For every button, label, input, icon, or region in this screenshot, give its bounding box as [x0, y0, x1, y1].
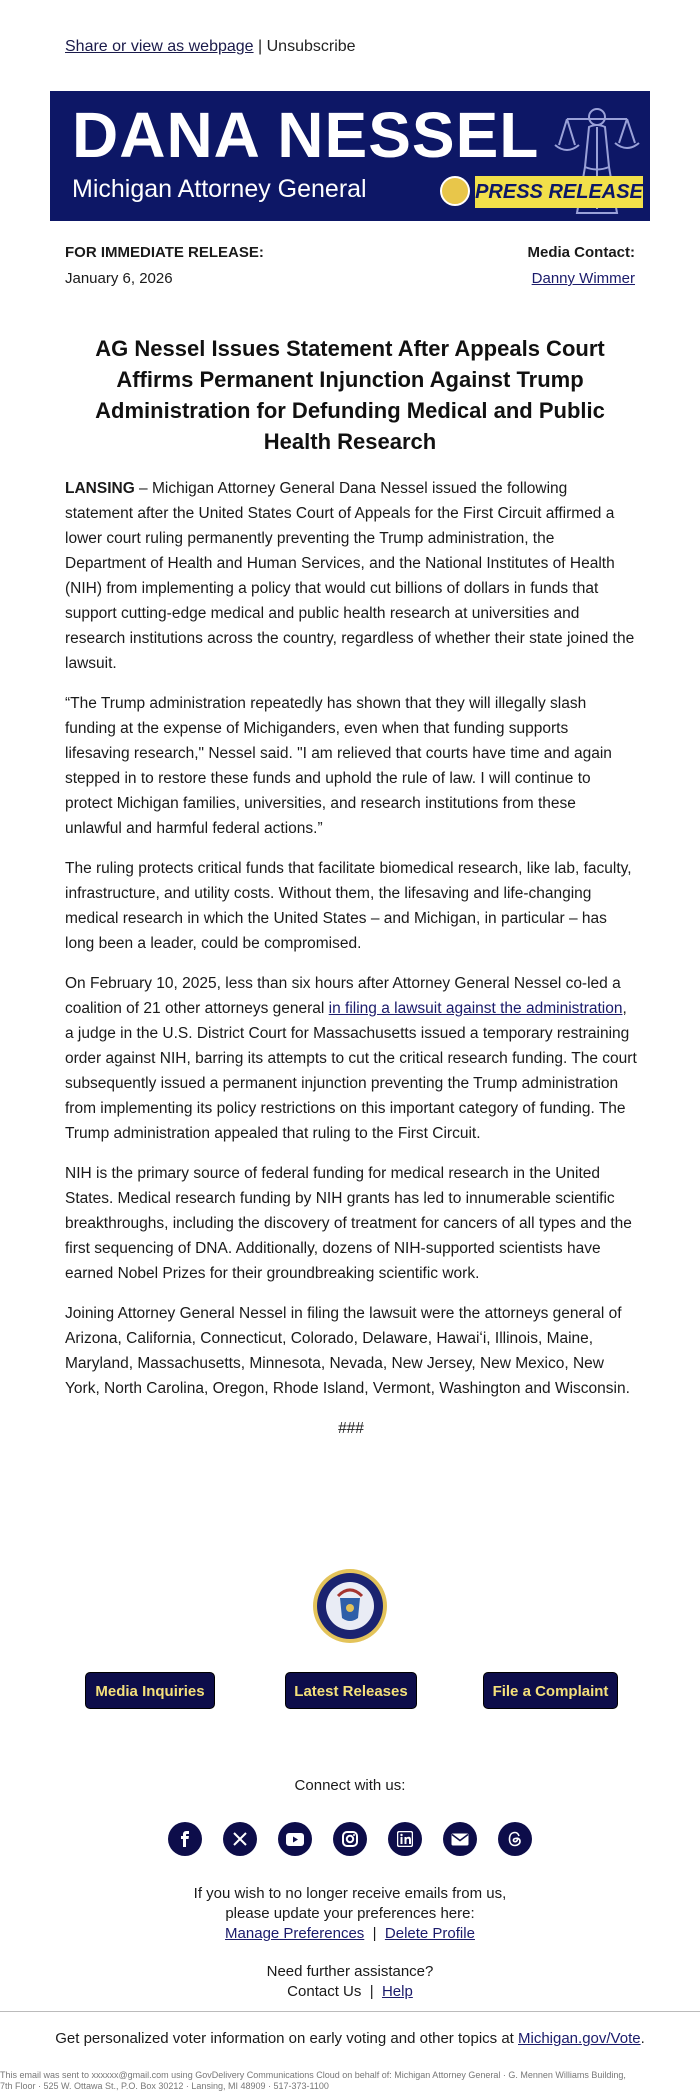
state-seal-icon [312, 1568, 388, 1644]
release-label: FOR IMMEDIATE RELEASE: [65, 244, 264, 261]
press-release-badge: PRESS RELEASE [475, 176, 643, 208]
voter-info: Get personalized voter information on early voting and other topics at Michigan.gov/Vote. [55, 2030, 645, 2047]
instagram-icon[interactable] [333, 1822, 367, 1856]
facebook-icon[interactable] [168, 1822, 202, 1856]
delete-profile-link[interactable]: Delete Profile [384, 1925, 475, 1942]
michigan-vote-link[interactable]: Michigan.gov/Vote [518, 2030, 641, 2047]
media-contact-link[interactable]: Danny Wimmer [531, 270, 635, 287]
lawsuit-link[interactable]: in filing a lawsuit against the administration [328, 1000, 623, 1017]
social-icons [168, 1822, 532, 1856]
end-mark: ### [338, 1420, 364, 1437]
file-complaint-button[interactable]: File a Complaint [483, 1672, 618, 1709]
paragraph-1: LANSING – Michigan Attorney General Dana Nessel issued the following statement after the United States Court of Appeals for the First Circuit affirmed a lower court ruling permanently preventing the Trump administration, the Department of Health and Human Services, and the National Institutes of Health (NIH) from implementing a policy that would cut billions of dollars in funds that support cutting-edge medical and public health research at universities and research institutions across the country, regardless of whether their state joined the lawsuit. [65, 480, 635, 672]
email-icon[interactable] [443, 1822, 477, 1856]
help-link[interactable]: Help [381, 1983, 413, 2000]
share-view-webpage-link[interactable]: Share or view as webpage [65, 38, 254, 55]
media-contact-label: Media Contact: [527, 244, 635, 261]
linkedin-icon[interactable] [388, 1822, 422, 1856]
fine-print: This email was sent to xxxxxx@gmail.com using GovDelivery Communications Cloud on behalf of: Michigan Attorney General · G. Mennen Williams Building, 7th Floor · 525 W. Ottawa St., P.O. Box 30212 · Lansing, MI 48909 · 517-373-1100 [0, 2070, 626, 2091]
youtube-icon[interactable] [278, 1822, 312, 1856]
contact-us-link[interactable]: Contact Us [287, 1983, 362, 2000]
banner-subtitle: Michigan Attorney General [72, 175, 367, 203]
help-block: Need further assistance? Contact Us | Help [266, 1963, 434, 2000]
mini-seal-icon [440, 176, 470, 206]
x-icon[interactable] [223, 1822, 257, 1856]
release-info [65, 240, 635, 292]
latest-releases-button[interactable]: Latest Releases [285, 1672, 417, 1709]
unsubscribe-link[interactable]: Unsubscribe [266, 38, 356, 55]
headline: AG Nessel Issues Statement After Appeals Court Affirms Permanent Injunction Against Trump Administration for Defunding Medical and Public Health Research [95, 336, 605, 454]
media-inquiries-button[interactable]: Media Inquiries [85, 1672, 215, 1709]
media-contact-block [527, 240, 635, 292]
release-date: January 6, 2026 [65, 270, 173, 287]
footer-divider [0, 2011, 700, 2012]
paragraph-6: Joining Attorney General Nessel in filing the lawsuit were the attorneys general of Arizona, California, Connecticut, Colorado, Delaware, Hawaiʻi, Illinois, Maine, Maryland, Massachusetts, Minnesota, Nevada, New Jersey, New Mexico, New York, North Carolina, Oregon, Rhode Island, Vermont, Washington and Wisconsin. [65, 1305, 630, 1397]
paragraph-5: NIH is the primary source of federal funding for medical research in the United States. Medical research funding by NIH grants has led to innumerable scientific breakthroughs, including the discovery of treatment for cancers of all types and the first sequencing of DNA. Additionally, dozens of NIH-supported scientists have earned Nobel Prizes for their groundbreaking scientific work. [65, 1165, 632, 1282]
article-body [65, 476, 637, 1441]
topbar-separator: | [258, 38, 263, 55]
connect-heading: Connect with us: [294, 1777, 406, 1794]
unsubscribe-block: If you wish to no longer receive emails from us, please update your preferences here: Manage Preferences | Delete Profile [193, 1885, 507, 1942]
banner-name: DANA NESSEL [72, 99, 540, 171]
paragraph-3: The ruling protects critical funds that facilitate biomedical research, like lab, faculty, infrastructure, and utility costs. Without them, the lifesaving and life-changing medical research in which the United States – and Michigan, in particular – has long been a leader, could be compromised. [65, 860, 632, 952]
press-release-banner [50, 91, 650, 221]
manage-preferences-link[interactable]: Manage Preferences [225, 1925, 365, 1942]
release-date-block [65, 240, 264, 292]
paragraph-2: “The Trump administration repeatedly has shown that they will illegally slash funding at the expense of Michiganders, even when that funding supports lifesaving research," Nessel said. "I am relieved that courts have time and again stepped in to restore these funds and uphold the rule of law. I will continue to protect Michigan families, universities, and research institutions from these unlawful and harmful federal actions.” [65, 695, 612, 837]
dateline: LANSING [65, 480, 135, 497]
paragraph-4: On February 10, 2025, less than six hours after Attorney General Nessel co-led a coalition of 21 other attorneys general in filing a lawsuit against the administration, a judge in the U.S. District Court for Massachusetts issued a temporary restraining order against NIH, barring its attempts to cut the critical research funding. The court subsequently issued a permanent injunction preventing the Trump administration from implementing its policy restrictions on this important category of funding. The Trump administration appealed that ruling to the First Circuit. [65, 975, 637, 1142]
top-links [65, 38, 356, 56]
threads-icon[interactable] [498, 1822, 532, 1856]
